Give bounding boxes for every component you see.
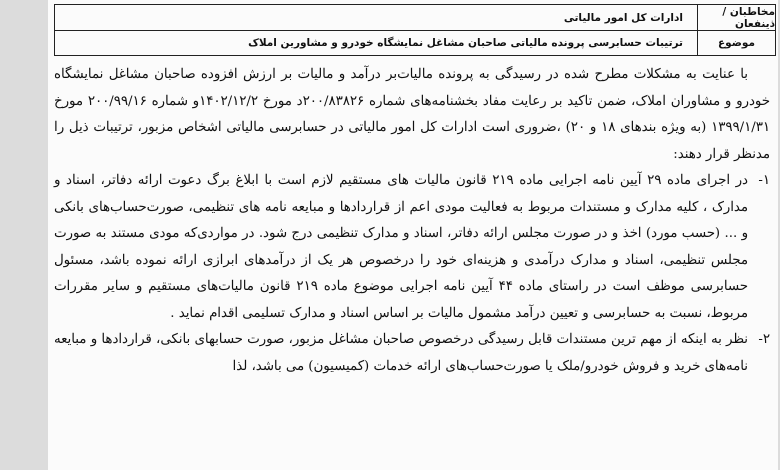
subject-label: موضوع — [697, 30, 775, 55]
list-item — [54, 327, 770, 380]
recipient-row — [55, 5, 775, 31]
recipient-value: ادارات کل امور مالیاتی — [563, 11, 683, 24]
subject-value: ترتیبات حسابرسی پرونده مالیاتی صاحبان مشاغل نمایشگاه خودرو و مشاورین املاک — [248, 36, 683, 49]
letter-body — [54, 62, 770, 380]
item-number: ۲- — [758, 332, 770, 347]
intro-paragraph: با عنایت به مشکلات مطرح شده در رسیدگی به پرونده مالیات‌بر درآمد و مالیات بر ارزش افزوده صاحبان مشاغل نمایشگاه خودرو و مشاوران املاک، ضمن تاکید بر رعایت مفاد بخشنامه‌های شماره ۲۰۰/۸۳۸۲۶د مورخ ۱۴۰۲/۱۲/۲و شماره ۲۰۰/۹۹/۱۶ مورخ ۱۳۹۹/۱/۳۱ (به ویژه بندهای ۱۸ و ۲۰) ،ضروری است ادارات کل امور مالیاتی در حسابرسی مالیاتی اشخاص مزبور، ترتیبات ذیل را مدنظر قرار دهند: — [54, 67, 771, 162]
item-text: در اجرای ماده ۲۹ آیین نامه اجرایی ماده ۲۱۹ قانون مالیات های مستقیم لازم است با ابلاغ برگ دعوت ارائه دفاتر، اسناد و مدارک ، کلیه مدارک و مستندات مربوط به فعالیت مودی اعم از قراردادها و مبایعه نامه های تنظیمی، صورت‌حساب‌های بانکی و ... (حسب مورد) اخذ و در صورت مجلس ارائه دفاتر، اسناد و مدارک تنظیمی درج شود. در مواردی‌که مودی مستند به صورت مجلس تنظیمی، اسناد و مدارک درآمدی و هزینه‌ای خود را درخصوص هر یک از درآمدهای ابرازی ارائه نموده باشد، مسئول حسابرسی موظف است در راستای ماده ۴۴ آیین نامه اجرایی موضوع ماده ۲۱۹ قانون مالیات‌های مستقیم و سایر مقررات مربوط، نسبت به حسابرسی و تعیین درآمد مشمول مالیات بر اساس اسناد و مدارک تسلیمی اقدام نماید . — [54, 173, 748, 321]
recipient-label: مخاطبان / ذینفعان — [697, 5, 775, 30]
document-page — [48, 0, 778, 470]
subject-row — [55, 30, 775, 55]
item-text: نظر به اینکه از مهم ترین مستندات قابل رسیدگی درخصوص صاحبان مشاغل مزبور، صورت حسابهای بانکی، قراردادها و مبایعه نامه‌های خرید و فروش خودرو/ملک یا صورت‌حساب‌های ارائه خدمات (کمیسیون) می باشد، لذا — [54, 332, 748, 374]
letter-header-table — [54, 4, 776, 56]
item-number: ۱- — [758, 173, 770, 188]
list-item — [54, 168, 770, 327]
